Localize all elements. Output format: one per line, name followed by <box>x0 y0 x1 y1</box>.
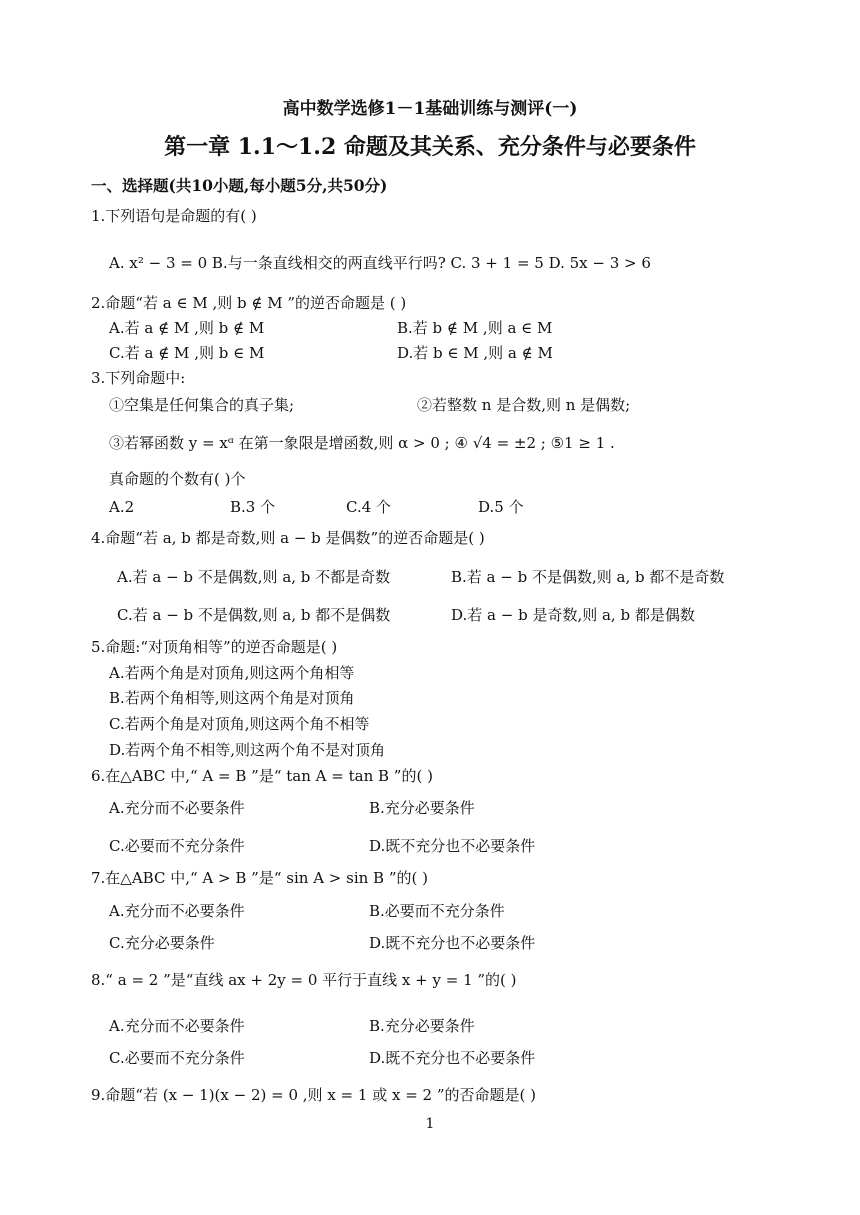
question-2-option-a: A.若 a ∉ M ,则 b ∉ M <box>109 319 265 337</box>
page-number: 1 <box>425 1116 435 1132</box>
question-7-option-a: A.充分而不必要条件 <box>109 902 245 920</box>
question-3-option-c: C.4 个 <box>346 498 392 516</box>
question-3-option-a: A.2 <box>109 498 135 516</box>
question-6-option-d: D.既不充分也不必要条件 <box>369 837 536 855</box>
question-4-option-a: A.若 a − b 不是偶数,则 a, b 不都是奇数 <box>117 568 391 586</box>
question-8-option-d: D.既不充分也不必要条件 <box>369 1049 536 1067</box>
question-3-option-b: B.3 个 <box>230 498 276 516</box>
question-3-propositions-3-5: ③若幂函数 y = xᵅ 在第一象限是增函数,则 α > 0 ; ④ √4 = ±2 ; ⑤1 ≥ 1 . <box>109 434 615 452</box>
question-3-stem: 3.下列命题中: <box>91 369 186 387</box>
question-6-option-b: B.充分必要条件 <box>369 799 475 817</box>
question-7-stem: 7.在△ABC 中,“ A > B ”是“ sin A > sin B ”的( ) <box>91 869 428 887</box>
question-5-stem: 5.命题:“对顶角相等”的逆否命题是( ) <box>91 638 338 656</box>
question-8-option-b: B.充分必要条件 <box>369 1017 475 1035</box>
question-8-stem: 8.“ a = 2 ”是“直线 ax + 2y = 0 平行于直线 x + y = 1 ”的( ) <box>91 971 517 989</box>
question-6-stem: 6.在△ABC 中,“ A = B ”是“ tan A = tan B ”的( ) <box>91 767 433 785</box>
question-9-stem: 9.命题“若 (x − 1)(x − 2) = 0 ,则 x = 1 或 x = 2 ”的否命题是( ) <box>91 1086 536 1104</box>
question-2-option-b: B.若 b ∉ M ,则 a ∈ M <box>397 319 553 337</box>
question-8-option-c: C.必要而不充分条件 <box>109 1049 245 1067</box>
question-4-stem: 4.命题“若 a, b 都是奇数,则 a − b 是偶数”的逆否命题是( ) <box>91 529 485 547</box>
question-8-option-a: A.充分而不必要条件 <box>109 1017 245 1035</box>
question-3-proposition-1: ①空集是任何集合的真子集; <box>109 396 295 414</box>
question-3-option-d: D.5 个 <box>478 498 524 516</box>
question-6-option-a: A.充分而不必要条件 <box>109 799 245 817</box>
section-heading: 一、选择题(共10小题,每小题5分,共50分) <box>91 176 388 195</box>
document-title: 高中数学选修1－1基础训练与测评(一) <box>282 99 578 119</box>
question-3-ask: 真命题的个数有( )个 <box>109 470 246 488</box>
question-5-option-c: C.若两个角是对顶角,则这两个角不相等 <box>109 715 370 733</box>
question-6-option-c: C.必要而不充分条件 <box>109 837 245 855</box>
question-1-options: A. x² − 3 = 0 B.与一条直线相交的两直线平行吗? C. 3 + 1 = 5 D. 5x − 3 > 6 <box>109 254 651 272</box>
question-2-option-c: C.若 a ∉ M ,则 b ∈ M <box>109 344 265 362</box>
question-4-option-c: C.若 a − b 不是偶数,则 a, b 都不是偶数 <box>117 606 391 624</box>
question-7-option-b: B.必要而不充分条件 <box>369 902 505 920</box>
chapter-title: 第一章 1.1～1.2 命题及其关系、充分条件与必要条件 <box>164 134 696 160</box>
question-1-stem: 1.下列语句是命题的有( ) <box>91 207 257 225</box>
question-2-stem: 2.命题“若 a ∈ M ,则 b ∉ M ”的逆否命题是 ( ) <box>91 294 407 312</box>
question-5-option-d: D.若两个角不相等,则这两个角不是对顶角 <box>109 741 386 759</box>
question-5-option-a: A.若两个角是对顶角,则这两个角相等 <box>109 664 355 682</box>
question-5-option-b: B.若两个角相等,则这两个角是对顶角 <box>109 689 355 707</box>
question-2-option-d: D.若 b ∈ M ,则 a ∉ M <box>397 344 553 362</box>
question-3-proposition-2: ②若整数 n 是合数,则 n 是偶数; <box>417 396 631 414</box>
question-7-option-c: C.充分必要条件 <box>109 934 215 952</box>
question-7-option-d: D.既不充分也不必要条件 <box>369 934 536 952</box>
question-4-option-b: B.若 a − b 不是偶数,则 a, b 都不是奇数 <box>451 568 725 586</box>
question-4-option-d: D.若 a − b 是奇数,则 a, b 都是偶数 <box>451 606 695 624</box>
